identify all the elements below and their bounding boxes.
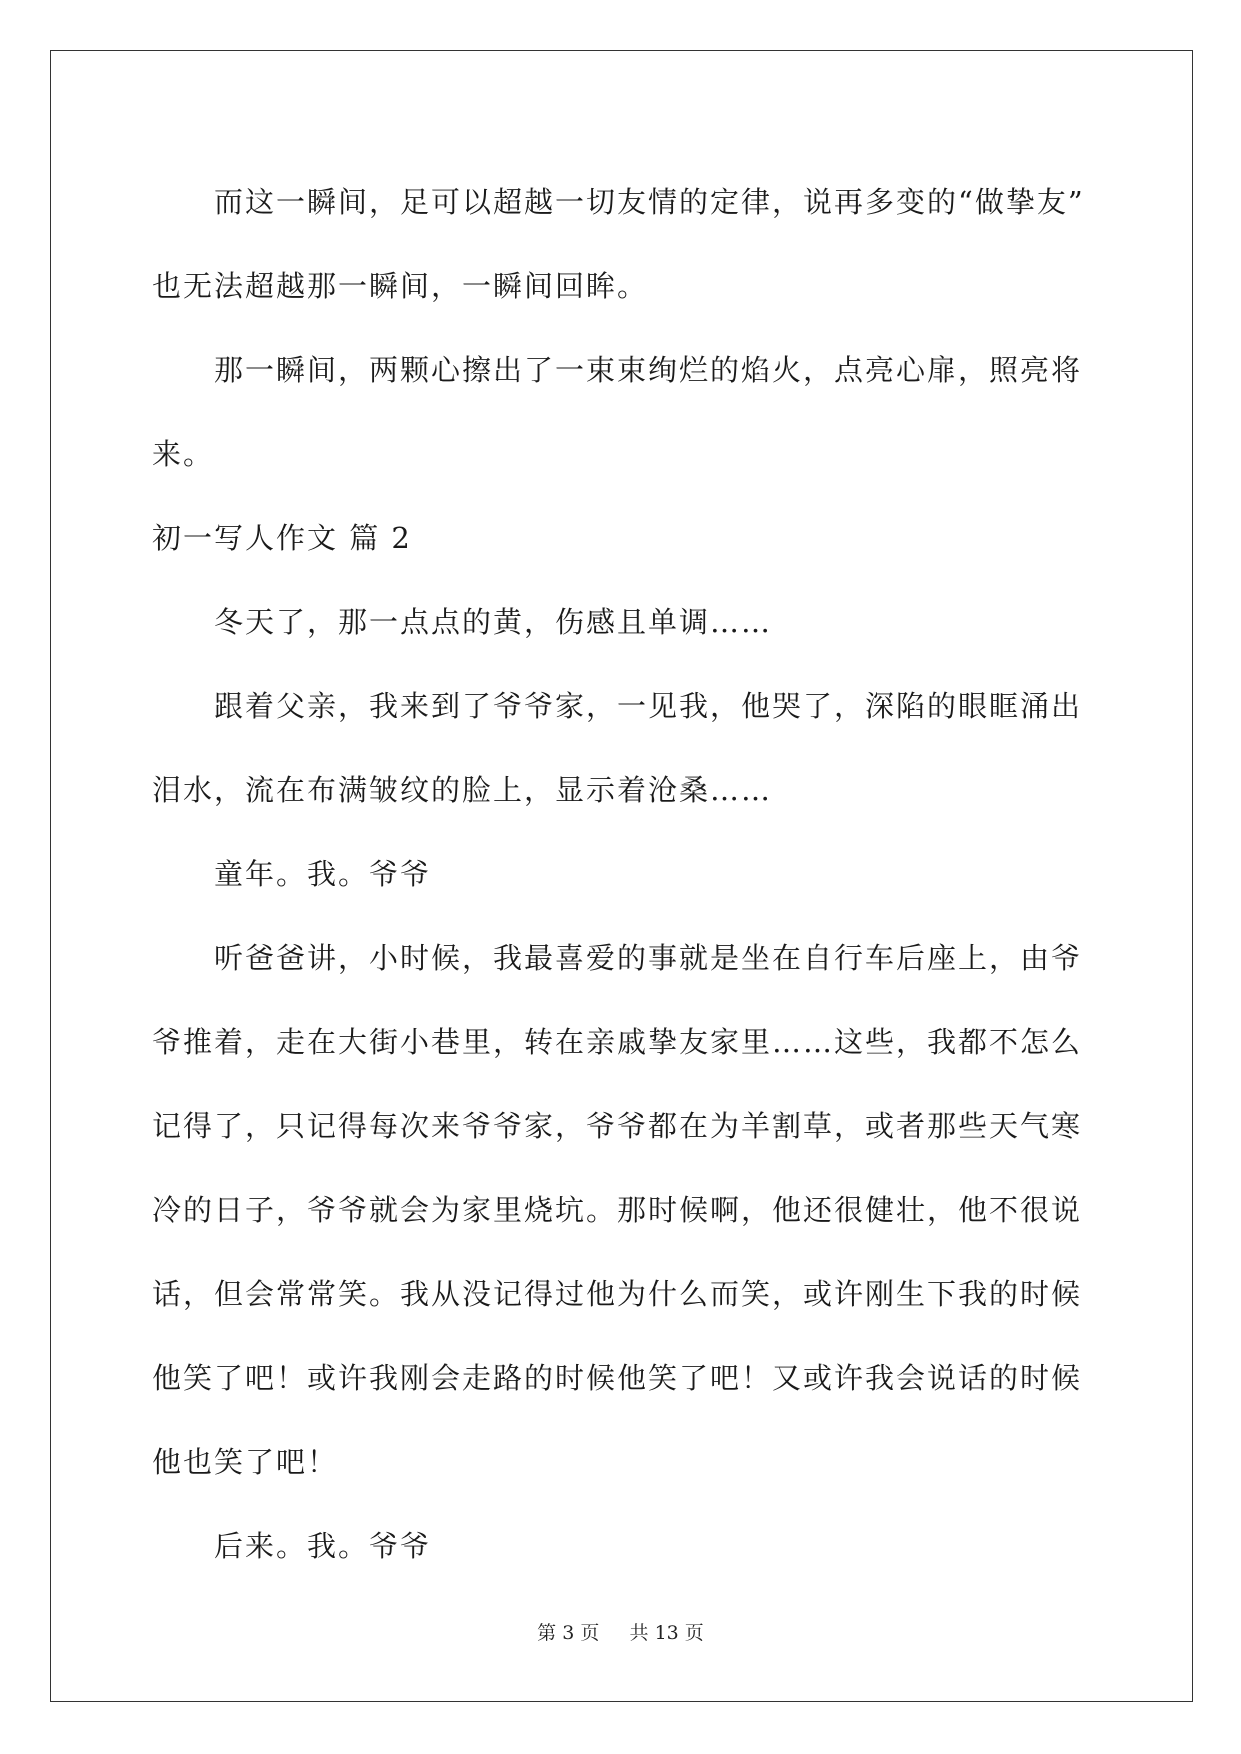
paragraph-line: 记得了，只记得每次来爷爷家，爷爷都在为羊割草，或者那些天气寒 <box>152 1109 1083 1143</box>
document-body <box>152 160 1092 1588</box>
paragraph-line: 也无法超越那一瞬间，一瞬间回眸。 <box>152 269 649 303</box>
paragraph-line: 听爸爸讲，小时候，我最喜爱的事就是坐在自行车后座上，由爷 <box>214 941 1083 975</box>
paragraph-line: 他也笑了吧！ <box>152 1445 339 1479</box>
paragraph-line: 爷推着，走在大街小巷里，转在亲戚挚友家里……这些，我都不怎么 <box>152 1025 1083 1059</box>
page-footer <box>0 1618 1241 1645</box>
paragraph-line: 那一瞬间，两颗心擦出了一束束绚烂的焰火，点亮心扉，照亮将 <box>214 353 1083 387</box>
paragraph-line: 来。 <box>152 437 215 471</box>
paragraph-line: 他笑了吧！或许我刚会走路的时候他笑了吧！又或许我会说话的时候 <box>152 1361 1083 1395</box>
paragraph-line: 冬天了，那一点点的黄，伤感且单调…… <box>214 605 773 639</box>
paragraph-line: 后来。我。爷爷 <box>214 1529 432 1563</box>
paragraph-line: 跟着父亲，我来到了爷爷家，一见我，他哭了，深陷的眼眶涌出 <box>214 689 1083 723</box>
paragraph-line: 而这一瞬间，足可以超越一切友情的定律，说再多变的“做挚友” <box>214 185 1085 219</box>
paragraph-line: 话，但会常常笑。我从没记得过他为什么而笑，或许刚生下我的时候 <box>152 1277 1083 1311</box>
section-heading: 初一写人作文 篇 2 <box>152 521 412 555</box>
paragraph-line: 泪水，流在布满皱纹的脸上，显示着沧桑…… <box>152 773 773 807</box>
paragraph-line: 冷的日子，爷爷就会为家里烧坑。那时候啊，他还很健壮，他不很说 <box>152 1193 1083 1227</box>
page-number-current: 第 3 页 <box>537 1622 600 1644</box>
paragraph-line: 童年。我。爷爷 <box>214 857 432 891</box>
page-number-total: 共 13 页 <box>629 1622 704 1644</box>
